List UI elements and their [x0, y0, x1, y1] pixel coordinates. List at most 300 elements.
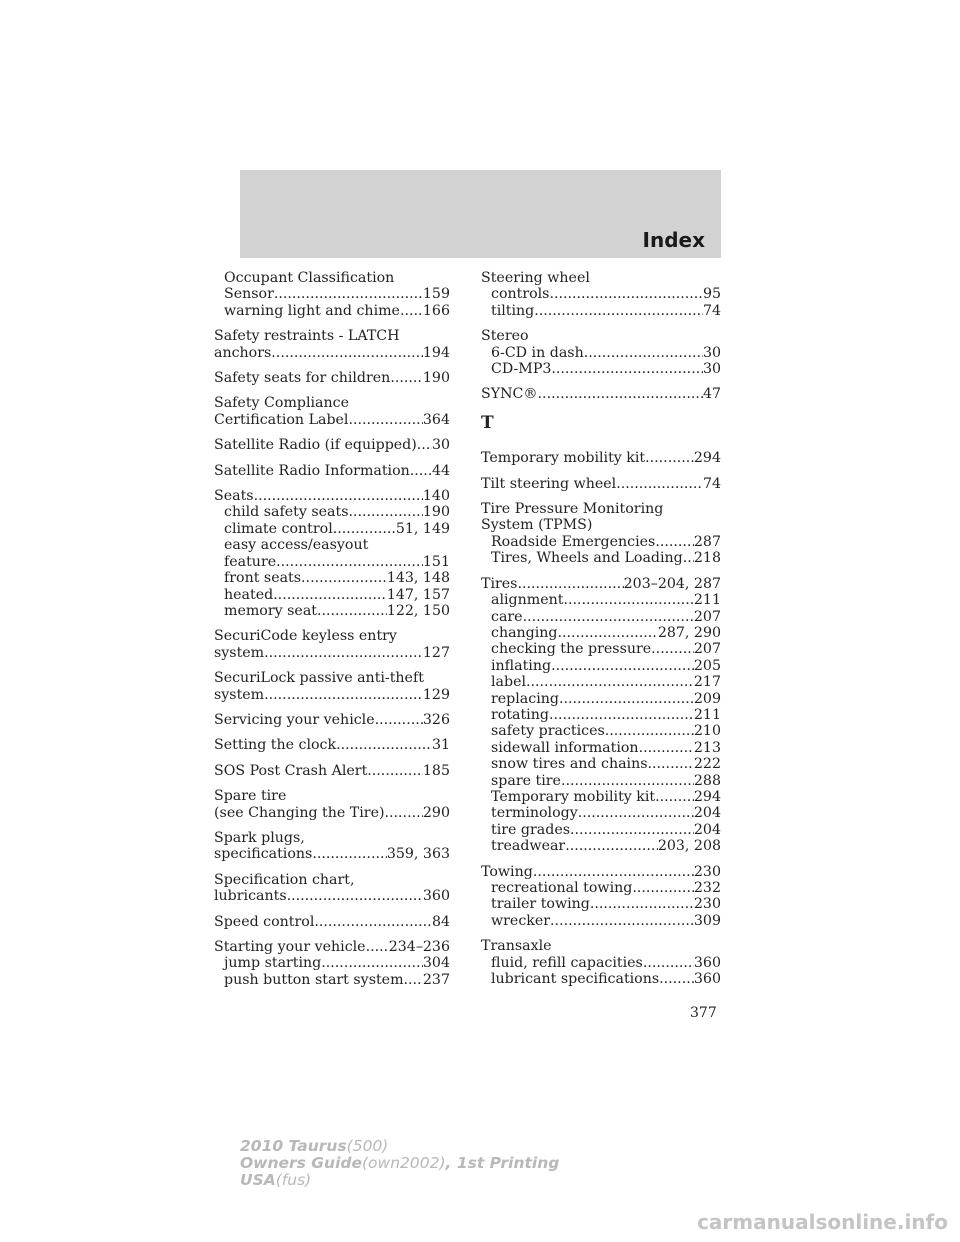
index-entry-line [481, 576, 721, 592]
index-entry [214, 737, 450, 753]
dot-leader [301, 570, 387, 586]
entry-text: Setting the clock [214, 737, 337, 754]
dot-leader [651, 641, 694, 657]
index-entry-line [214, 712, 450, 728]
dot-leader [659, 971, 694, 987]
page-reference: 203, 208 [657, 838, 721, 855]
dot-leader [551, 361, 703, 377]
entry-text: rotating [491, 706, 549, 723]
index-subentry [481, 691, 721, 707]
page-reference: 230 [693, 863, 721, 880]
index-entry-line [214, 737, 450, 753]
dot-leader [655, 534, 694, 550]
index-entry [214, 370, 450, 386]
dot-leader [517, 576, 623, 592]
index-entry [481, 501, 721, 567]
index-entry-line [214, 872, 450, 888]
dot-leader [348, 504, 422, 520]
dot-leader [639, 740, 694, 756]
page-reference: 122, 150 [386, 602, 450, 619]
dot-leader [276, 554, 423, 570]
index-entry-line [214, 412, 450, 428]
dot-leader [400, 303, 423, 319]
page-reference: 326 [422, 711, 450, 728]
entry-text: inflating [491, 657, 552, 674]
dot-leader [385, 805, 423, 821]
entry-text: checking the pressure [491, 641, 652, 658]
footer-line-3 [240, 1172, 559, 1189]
index-entry [214, 939, 450, 988]
index-column-right-top [481, 270, 721, 403]
entry-text: specifications [214, 846, 313, 863]
page-reference: 287, 290 [657, 624, 721, 641]
page-reference: 44 [431, 462, 450, 479]
entry-text: front seats [224, 570, 302, 587]
dot-leader [271, 345, 423, 361]
entry-text: Tires [481, 575, 518, 592]
page-reference: 209 [693, 690, 721, 707]
entry-text: jump starting [224, 955, 322, 972]
page-reference: 47 [702, 386, 721, 403]
index-entry [214, 437, 450, 453]
page-title: Index [642, 228, 705, 252]
section-letter: T [481, 412, 494, 433]
entry-text: spare tire [491, 772, 561, 789]
page-reference: 30 [431, 437, 450, 454]
dot-leader [538, 386, 703, 402]
index-entry [481, 386, 721, 402]
index-column-right-bottom [481, 450, 721, 987]
page-reference: 194 [422, 344, 450, 361]
index-entry [214, 628, 450, 661]
entry-text: changing [491, 624, 558, 641]
dot-leader [312, 846, 387, 862]
entry-text: System (TPMS) [481, 517, 593, 534]
entry-text: alignment [491, 592, 564, 609]
page-reference: 211 [693, 592, 721, 609]
page-reference: 151 [422, 553, 450, 570]
index-subentry [481, 773, 721, 789]
page-reference: 127 [422, 644, 450, 661]
index-subentry [481, 303, 721, 319]
index-entry-line [214, 463, 450, 479]
page-reference: 140 [422, 488, 450, 505]
entry-text: Tire Pressure Monitoring [481, 501, 664, 518]
page-reference: 290 [422, 804, 450, 821]
dot-leader [549, 286, 702, 302]
index-entry-line [214, 370, 450, 386]
entry-text: care [491, 608, 523, 625]
dot-leader [321, 955, 423, 971]
page-reference: 190 [422, 370, 450, 387]
index-entry [481, 450, 721, 466]
entry-text: SecuriLock passive anti-theft [214, 670, 424, 687]
index-entry-line [481, 938, 721, 954]
page-reference: 30 [702, 361, 721, 378]
dot-leader [645, 450, 694, 466]
dot-leader [632, 880, 694, 896]
index-entry-line [214, 846, 450, 862]
index-entry-line [214, 395, 450, 411]
index-entry-line [214, 914, 450, 930]
dot-leader [264, 645, 423, 661]
index-subentry [481, 658, 721, 674]
index-entry-line [214, 345, 450, 361]
footer-model-code: (500) [346, 1137, 389, 1155]
page-reference: 360 [422, 888, 450, 905]
entry-text: replacing [491, 690, 559, 707]
dot-leader [584, 345, 703, 361]
index-subentry [214, 554, 450, 570]
index-entry-line [214, 687, 450, 703]
entry-text: Speed control [214, 913, 315, 930]
dot-leader [273, 587, 387, 603]
entry-text: Occupant Classification [224, 270, 395, 286]
entry-text: SOS Post Crash Alert [214, 762, 368, 779]
index-subentry [481, 625, 721, 641]
index-subentry [481, 286, 721, 302]
entry-text: recreational towing [491, 880, 633, 896]
entry-text: wrecker [491, 912, 551, 929]
dot-leader [254, 488, 423, 504]
dot-leader [287, 888, 423, 904]
index-subentry [481, 913, 721, 929]
entry-text: feature [224, 553, 277, 570]
entry-text: anchors [214, 344, 272, 361]
entry-text: memory seat [224, 602, 317, 619]
dot-leader [550, 913, 694, 929]
index-entry [214, 463, 450, 479]
dot-leader [410, 463, 432, 479]
entry-text: Spark plugs, [214, 829, 305, 846]
index-column-right [481, 270, 721, 996]
entry-text: sidewall information [491, 739, 639, 756]
page-reference: 207 [693, 608, 721, 625]
dot-leader [616, 476, 703, 492]
index-entry [214, 712, 450, 728]
entry-text: lubricants [214, 888, 287, 905]
entry-text: warning light and chime [224, 302, 400, 319]
index-subentry [481, 896, 721, 912]
index-subentry [481, 789, 721, 805]
page-reference: 222 [693, 756, 721, 773]
index-subentry [481, 345, 721, 361]
entry-text: snow tires and chains [491, 756, 648, 773]
page-reference: 309 [693, 912, 721, 929]
index-entry-line [481, 501, 721, 517]
dot-leader [655, 789, 694, 805]
dot-leader [683, 550, 694, 566]
page-reference: 159 [422, 286, 450, 303]
entry-text: SYNC® [481, 386, 538, 403]
index-entry [214, 830, 450, 863]
index-entry-line [214, 328, 450, 344]
page-reference: 210 [693, 723, 721, 740]
index-subentry [481, 550, 721, 566]
page-reference: 147, 157 [386, 586, 450, 603]
page-reference: 190 [422, 504, 450, 521]
index-entry [481, 938, 721, 987]
entry-text: Seats [214, 488, 254, 505]
dot-leader [549, 707, 694, 723]
index-subentry [481, 361, 721, 377]
index-subentry [481, 756, 721, 772]
page-reference: 74 [702, 302, 721, 319]
index-subentry [214, 270, 450, 286]
index-entry-line [481, 476, 721, 492]
footer-line-1 [240, 1138, 559, 1155]
dot-leader [404, 972, 423, 988]
entry-text: Stereo [481, 328, 529, 345]
entry-text: Roadside Emergencies [491, 533, 656, 550]
footer-market-code: (fus) [275, 1171, 312, 1189]
page-reference: 234–236 [388, 939, 450, 955]
page-reference: 217 [693, 674, 721, 691]
dot-leader [526, 674, 694, 690]
index-entry-line [214, 763, 450, 779]
dot-leader [336, 737, 432, 753]
page-reference: 218 [693, 550, 721, 567]
page-reference: 143, 148 [386, 570, 450, 587]
entry-text: controls [491, 286, 550, 303]
entry-text: Tires, Wheels and Loading [491, 550, 683, 567]
index-entry [214, 488, 450, 619]
entry-text: Safety seats for children [214, 370, 391, 387]
dot-leader [317, 603, 387, 619]
page-reference: 84 [431, 913, 450, 930]
page-reference: 207 [693, 641, 721, 658]
index-subentry [481, 674, 721, 690]
entry-text: Transaxle [481, 938, 552, 955]
index-subentry [481, 723, 721, 739]
page-reference: 31 [431, 737, 450, 754]
page-reference: 129 [422, 686, 450, 703]
index-entry [481, 576, 721, 855]
index-entry [481, 270, 721, 319]
dot-leader [563, 592, 693, 608]
index-subentry [214, 587, 450, 603]
index-subentry [481, 534, 721, 550]
index-subentry [214, 521, 450, 537]
index-entry-line [214, 670, 450, 686]
index-entry [214, 914, 450, 930]
dot-leader [367, 763, 423, 779]
index-subentry [481, 955, 721, 971]
index-subentry [214, 603, 450, 619]
entry-text: CD-MP3 [491, 361, 552, 378]
entry-text: Steering wheel [481, 270, 590, 286]
page-reference: 294 [693, 450, 721, 467]
index-subentry [481, 740, 721, 756]
entry-text: Safety Compliance [214, 395, 349, 412]
dot-leader [561, 773, 694, 789]
entry-text: safety practices [491, 723, 605, 740]
index-entry [214, 395, 450, 428]
index-subentry [214, 504, 450, 520]
watermark: carmanualsonline.info [697, 1210, 948, 1234]
entry-text: Sensor [224, 286, 274, 303]
index-subentry [481, 707, 721, 723]
index-subentry [481, 880, 721, 896]
dot-leader [578, 805, 694, 821]
index-entry [481, 328, 721, 377]
index-entry [214, 328, 450, 361]
index-entry-line [214, 628, 450, 644]
page-reference: 205 [693, 657, 721, 674]
entry-text: (see Changing the Tire) [214, 804, 385, 821]
entry-text: fluid, refill capacities [491, 954, 643, 971]
dot-leader [348, 412, 422, 428]
page-reference: 288 [693, 772, 721, 789]
index-entry-line [214, 645, 450, 661]
index-entry-line [214, 939, 450, 955]
index-subentry [214, 537, 450, 553]
dot-leader [590, 896, 694, 912]
entry-text: Servicing your vehicle [214, 711, 375, 728]
dot-leader [605, 723, 694, 739]
page-reference: 185 [422, 762, 450, 779]
dot-leader [333, 521, 396, 537]
index-entry [214, 670, 450, 703]
page-reference: 166 [422, 302, 450, 319]
dot-leader [314, 914, 432, 930]
entry-text: system [214, 686, 265, 703]
dot-leader [264, 687, 423, 703]
entry-text: Towing [481, 863, 533, 880]
page-reference: 294 [693, 788, 721, 805]
entry-text: label [491, 674, 527, 691]
dot-leader [643, 955, 694, 971]
footer-guide: Owners Guide [240, 1154, 362, 1172]
dot-leader [274, 286, 423, 302]
entry-text: push button start system [224, 971, 404, 988]
entry-text: easy access/easyout [224, 537, 369, 554]
index-entry-line [214, 830, 450, 846]
entry-text: climate control [224, 520, 333, 537]
index-subentry [214, 570, 450, 586]
dot-leader [390, 370, 423, 386]
page-reference: 360 [693, 954, 721, 971]
dot-leader [417, 437, 432, 453]
page-reference: 204 [693, 821, 721, 838]
index-entry-line [214, 788, 450, 804]
page-reference: 230 [693, 896, 721, 913]
index-entry [481, 476, 721, 492]
entry-text: treadwear [491, 838, 566, 855]
entry-text: Safety restraints - LATCH [214, 328, 400, 345]
index-entry [214, 788, 450, 821]
page-reference: 74 [702, 475, 721, 492]
dot-leader [534, 303, 703, 319]
index-entry [214, 872, 450, 905]
index-entry [214, 270, 450, 319]
index-entry-line [214, 437, 450, 453]
entry-text: Satellite Radio (if equipped) [214, 437, 417, 454]
index-entry-line [214, 805, 450, 821]
entry-text: Tilt steering wheel [481, 475, 617, 492]
entry-text: Spare tire [214, 788, 287, 805]
index-subentry [214, 972, 450, 988]
page-reference: 51, 149 [395, 520, 450, 537]
entry-text: Certification Label [214, 411, 349, 428]
footer-line-2 [240, 1155, 559, 1172]
dot-leader [533, 864, 694, 880]
entry-text: tire grades [491, 821, 571, 838]
dot-leader [565, 838, 658, 854]
page-reference: 95 [702, 286, 721, 303]
dot-leader [648, 756, 694, 772]
index-entry-line [481, 386, 721, 402]
index-entry-line [481, 450, 721, 466]
index-subentry [481, 971, 721, 987]
page-reference: 287 [693, 533, 721, 550]
page-reference: 364 [422, 411, 450, 428]
index-entry-line [481, 864, 721, 880]
page-reference: 213 [693, 739, 721, 756]
dot-leader [559, 691, 694, 707]
index-entry-line [214, 888, 450, 904]
footer [240, 1138, 559, 1189]
index-entry [481, 864, 721, 930]
entry-text: heated [224, 586, 274, 603]
index-subentry [481, 805, 721, 821]
entry-text: child safety seats [224, 504, 349, 521]
entry-text: Starting your vehicle [214, 939, 366, 955]
index-subentry [481, 822, 721, 838]
index-entry-line [481, 517, 721, 533]
footer-guide-code: (own2002) [362, 1154, 446, 1172]
index-subentry [214, 303, 450, 319]
entry-text: Temporary mobility kit [481, 450, 646, 467]
dot-leader [523, 609, 694, 625]
dot-leader [551, 658, 694, 674]
index-entry [214, 763, 450, 779]
page-reference: 232 [693, 880, 721, 896]
entry-text: tilting [491, 302, 535, 319]
dot-leader [570, 822, 694, 838]
footer-market: USA [240, 1171, 276, 1189]
index-subentry [481, 641, 721, 657]
entry-text: SecuriCode keyless entry [214, 628, 397, 645]
index-subentry [481, 592, 721, 608]
page-reference: 359, 363 [386, 846, 450, 863]
index-subentry [214, 955, 450, 971]
entry-text: Satellite Radio Information [214, 462, 410, 479]
entry-text: trailer towing [491, 896, 590, 913]
index-entry-line [481, 328, 721, 344]
page-reference: 360 [693, 971, 721, 988]
index-entry-line [214, 488, 450, 504]
page-number: 377 [690, 1005, 717, 1021]
index-entry-line [481, 270, 721, 286]
index-subentry [481, 838, 721, 854]
entry-text: 6-CD in dash [491, 344, 584, 361]
index-column-left [214, 270, 450, 997]
entry-text: Specification chart, [214, 871, 355, 888]
entry-text: lubricant specifications [491, 971, 660, 988]
dot-leader [558, 625, 658, 641]
footer-printing: , 1st Printing [445, 1154, 560, 1172]
entry-text: Temporary mobility kit [491, 788, 656, 805]
page-reference: 237 [422, 971, 450, 988]
header-band [240, 170, 721, 258]
page-reference: 30 [702, 344, 721, 361]
footer-model: 2010 Taurus [240, 1137, 347, 1155]
page-reference: 304 [422, 955, 450, 972]
entry-text: system [214, 644, 265, 661]
index-subentry [214, 286, 450, 302]
dot-leader [366, 939, 389, 955]
